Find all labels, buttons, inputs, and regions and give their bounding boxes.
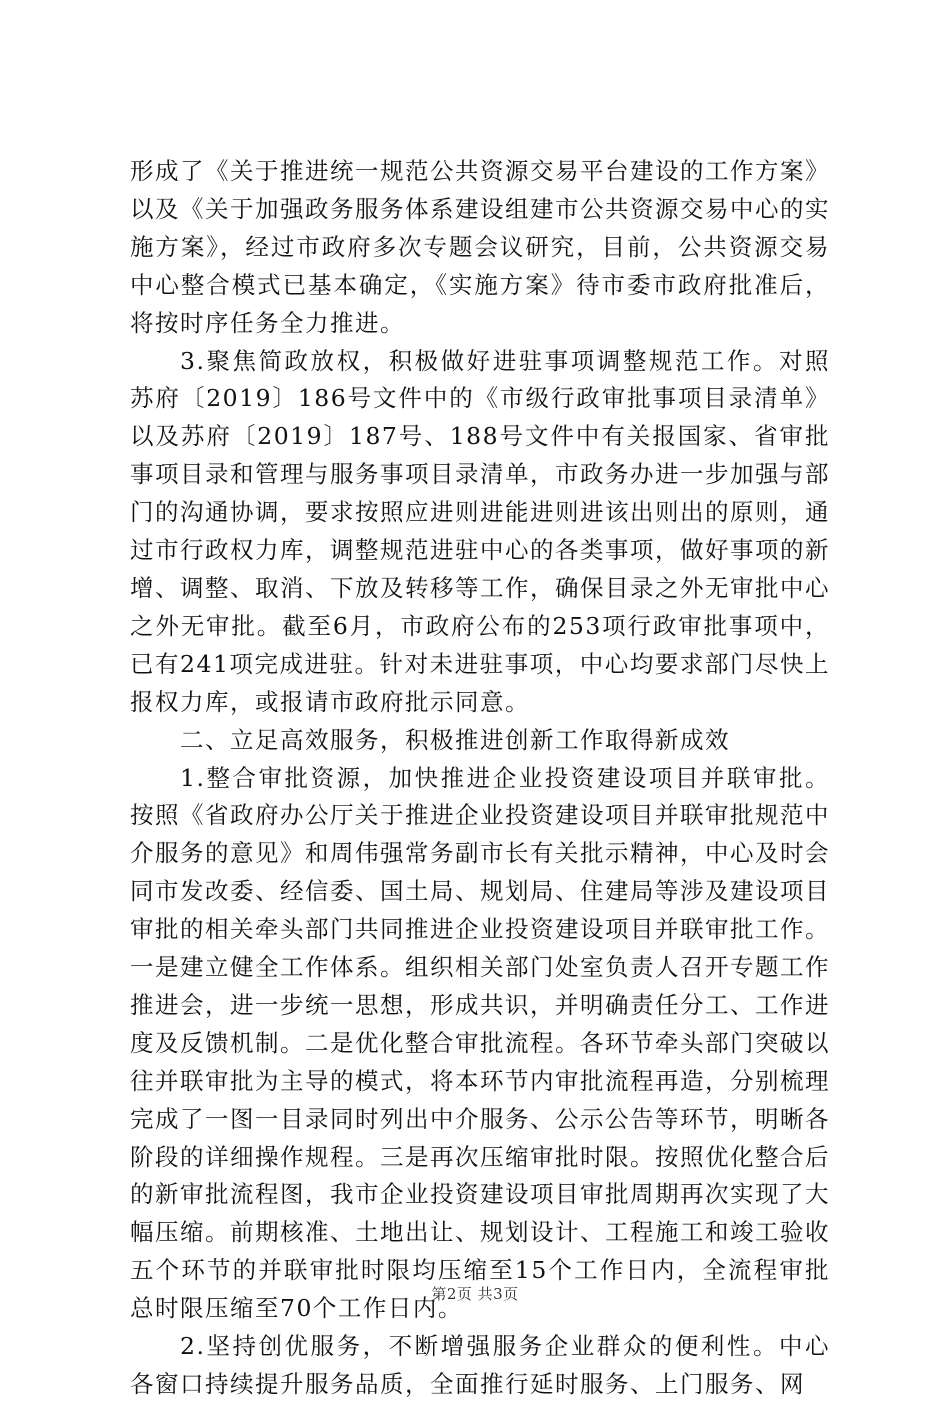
page-footer: 第2页 共3页 [431, 1285, 519, 1303]
section-heading-2: 二、立足高效服务，积极推进创新工作取得新成效 [180, 725, 730, 754]
paragraph-item-2: 2.坚持创优服务，不断增强服务企业群众的便利性。中心各窗口持续提升服务品质，全面推行延时服务、上门服务、网 [130, 1332, 830, 1398]
paragraph-item-1: 1.整合审批资源，加快推进企业投资建设项目并联审批。按照《省政府办公厅关于推进企业投资建设项目并联审批规范中介服务的意见》和周伟强常务副市长有关批示精神，中心及时会同市发改委、经信委、国土局、规划局、住建局等涉及建设项目审批的相关牵头部门共同推进企业投资建设项目并联审批工作。一是建立健全工作体系。组织相关部门处室负责人召开专题工作推进会，进一步统一思想，形成共识，并明确责任分工、工作进度及反馈机制。二是优化整合审批流程。各环节牵头部门突破以往并联审批为主导的模式，将本环节内审批流程再造，分别梳理完成了一图一目录同时列出中介服务、公示公告等环节，明晰各阶段的详细操作规程。三是再次压缩审批时限。按照优化整合后的新审批流程图，我市企业投资建设项目审批周期再次实现了大幅压缩。前期核准、土地出让、规划设计、工程施工和竣工验收五个环节的并联审批时限均压缩至15个工作日内，全流程审批总时限压缩至70个工作日内。 [130, 763, 830, 1323]
paragraph-intro-continuation: 形成了《关于推进统一规范公共资源交易平台建设的工作方案》以及《关于加强政务服务体系建设组建市公共资源交易中心的实施方案》，经过市政府多次专题会议研究，目前，公共资源交易中心整合模式已基本确定，《实施方案》待市委市政府批准后，将按时序任务全力推进。 [130, 157, 830, 337]
document-body [130, 153, 830, 1404]
paragraph-item-3: 3.聚焦简政放权，积极做好进驻事项调整规范工作。对照苏府〔2019〕186号文件中的《市级行政审批事项目录清单》以及苏府〔2019〕187号、188号文件中有关报国家、省审批事项目录和管理与服务事项目录清单，市政务办进一步加强与部门的沟通协调，要求按照应进则进能进则进该出则出的原则，通过市行政权力库，调整规范进驻中心的各类事项，做好事项的新增、调整、取消、下放及转移等工作，确保目录之外无审批中心之外无审批。截至6月，市政府公布的253项行政审批事项中，已有241项完成进驻。针对未进驻事项，中心均要求部门尽快上报权力库，或报请市政府批示同意。 [130, 346, 830, 716]
